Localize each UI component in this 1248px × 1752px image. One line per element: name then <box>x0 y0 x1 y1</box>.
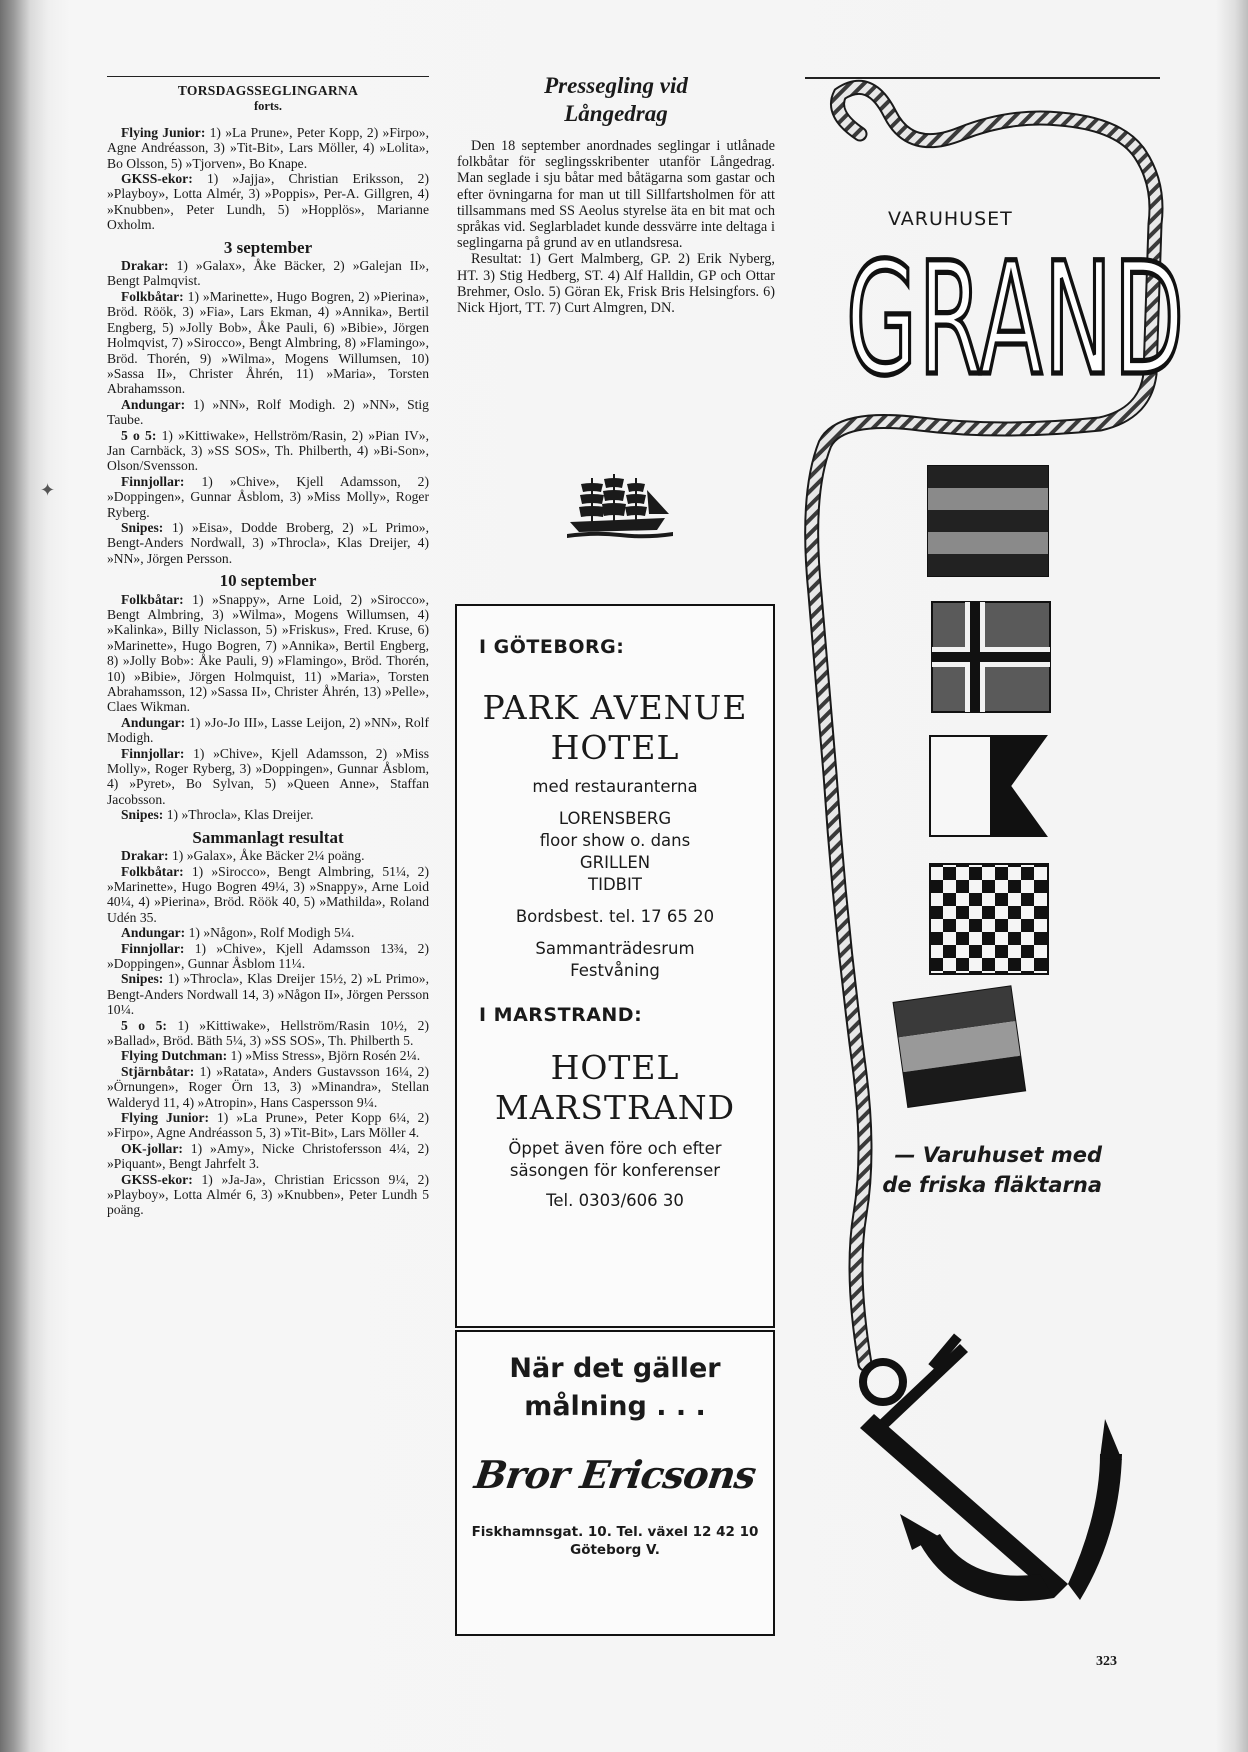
section-heading: Sammanlagt resultat <box>192 827 344 847</box>
class-label: Folkbåtar: <box>121 591 184 607</box>
results-subheading: forts. <box>253 99 283 114</box>
result-entry <box>107 397 429 428</box>
restaurant-lorensberg: LORENSBERG <box>558 809 672 828</box>
hotel1-name-line2: HOTEL <box>550 728 680 767</box>
banquet-hall: Festvåning <box>570 961 660 980</box>
result-entry <box>107 1048 429 1063</box>
column-top-rule <box>107 76 429 77</box>
hotel-advertisement <box>455 604 775 1328</box>
class-label: Drakar: <box>121 848 169 864</box>
marstrand-header: I MARSTRAND: <box>479 1004 643 1026</box>
article <box>457 72 775 316</box>
result-entry <box>107 746 429 808</box>
class-results: 1) »Eisa», Dodde Broberg, 2) »L Primo», Bengt-Anders Nordwall, 3) »Throcla», Klas Dreijer, 4) »NN», Jörgen Persson. <box>107 519 429 566</box>
class-label: Flying Dutchman: <box>121 1048 228 1064</box>
paint-headline-line2: målning . . . <box>524 1391 706 1422</box>
class-label: Andungar: <box>121 396 186 412</box>
class-label: Finnjollar: <box>121 473 185 489</box>
class-results: 1) »La Prune», Peter Kopp 6¼, 2) »Firpo», Agne Andréasson 5, 3) »Tit-Bit», Lars Möller 4. <box>107 1110 429 1141</box>
class-results: 1) »Ratata», Anders Gustavsson 16¼, 2) »Örnungen», Roger Örn 13, 3) »Minandra», Stellan Walderyd 11, 4) »Atropin», Hans Caspersson 9¼. <box>107 1063 429 1110</box>
result-entry <box>107 715 429 746</box>
class-label: Andungar: <box>121 714 186 730</box>
class-results: 1) »Chive», Kjell Adamsson 13¾, 2) »Doppingen», Gunnar Åsblom 11¼. <box>107 940 429 971</box>
page-edge-shadow <box>1216 0 1248 1752</box>
class-label: 5 o 5: <box>121 427 157 443</box>
grand-small-title: VARUHUSET <box>888 208 1013 230</box>
hotel2-name-line2: MARSTRAND <box>494 1088 736 1127</box>
article-paragraph: Den 18 september anordnades seglingar i utlånade folkbåtar för seglingsskribenter utanför Långedrag. Man seglade i sju båtar med båtägarna som gastar och efter övningarna for man ut till Sillfartsholmen för att tillsammans med SS Aeolus styrelse äta en bit mat och språkas vid. Seglarbladet kunde dessvärre inte deltaga i seglingarna på grund av en utlandsresa. <box>457 138 775 252</box>
class-label: Flying Junior: <box>121 124 206 140</box>
result-entry <box>107 864 429 926</box>
result-entry <box>107 807 429 822</box>
class-results: 1) »Galax», Åke Bäcker, 2) »Galejan II», Bengt Palmqvist. <box>107 258 430 289</box>
class-label: Snipes: <box>121 519 164 535</box>
class-label: Folkbåtar: <box>121 863 184 879</box>
class-results: 1) »Marinette», Hugo Bogren, 2) »Pierina», Bröd. Röök, 3) »Fia», Lars Ekman, 4) »Annika», Bertil Engberg, 5) »Jolly Bob», Åke Pauli, 6) »Bibie», Jörgen Holmqvist, 7) »Sirocco», Bengt Almbring, 8) »Flamingo», Bröd. Thorén, 9) »Wilma», Mogens Willumsen, 10) »Sassa II», Christer Åhrén, 11) »Maria», Torsten Abrahamsson. <box>107 288 429 397</box>
hotel1-name-line1: PARK AVENUE <box>482 688 748 727</box>
restaurant-lorensberg-desc: floor show o. dans <box>539 831 691 850</box>
class-results: 1) »Amy», Nicke Christofersson 4¼, 2) »Piquant», Bengt Jahrfelt 3. <box>107 1140 429 1172</box>
class-label: GKSS-ekor: <box>121 171 193 187</box>
open-season-line2: säsongen för konferenser <box>509 1161 721 1180</box>
binding-mark: ✦ <box>40 480 56 500</box>
result-entry <box>107 1064 429 1110</box>
result-entry <box>107 1141 429 1172</box>
signal-flag-icon <box>894 986 1025 1106</box>
class-results: 1) »Kittiwake», Hellström/Rasin, 2) »Pian IV», Jan Carnbäck, 3) »SS SOS», Th. Philberth, 4) »Bi-Son», Olson/Svensson. <box>107 427 429 474</box>
class-results: 1) »Jajja», Christian Eriksson, 2) »Playboy», Lotta Almér, 3) »Poppis», Per-A. Gillgren, 4) »Knubben», Peter Lundh, 5) »Hopplös», Marianne Oxholm. <box>107 171 429 233</box>
paint-brand-logo: Bror Ericsons <box>471 1452 759 1497</box>
result-entry <box>107 1018 429 1049</box>
class-label: Andungar: <box>121 925 186 941</box>
class-label: Snipes: <box>121 971 164 987</box>
result-entry <box>107 592 429 715</box>
article-title-line1: Pressegling vid <box>544 73 688 98</box>
paint-address: Fiskhamnsgat. 10. Tel. växel 12 42 10 <box>471 1524 759 1540</box>
class-label: Finnjollar: <box>121 745 185 761</box>
intro-entries <box>107 125 429 233</box>
grand-tagline-line2: de friska fläktarna <box>882 1173 1102 1197</box>
grand-big-title: GRAND <box>846 229 1186 410</box>
grand-logo <box>846 225 1186 410</box>
section-heading: 10 september <box>219 571 317 591</box>
open-season-line1: Öppet även före och efter <box>508 1139 722 1158</box>
conference-rooms: Sammanträdesrum <box>535 939 695 958</box>
paint-city: Göteborg V. <box>570 1542 660 1558</box>
signal-flag-icon <box>930 864 1048 974</box>
booking-phone: Bordsbest. tel. 17 65 20 <box>515 907 715 926</box>
article-results: Resultat: 1) Gert Malmberg, GP. 2) Erik Nyberg, HT. 3) Stig Hedberg, ST. 4) Alf Halldin, GP och Ottar Brehmer, Oslo. 5) Göran Ek, Frisk Bris Helsingfors. 6) Nick Hjort, TT. 7) Curt Almgren, DN. <box>457 251 775 317</box>
result-entry <box>107 925 429 940</box>
result-entry <box>107 1110 429 1141</box>
class-label: Snipes: <box>121 807 164 823</box>
class-results: 1) »Throcla», Klas Dreijer 15½, 2) »L Primo», Bengt-Anders Nordwall 14, 3) »Någon II», Jörgen Persson 10¼. <box>107 971 429 1018</box>
class-results: 1) »Snappy», Arne Loid, 2) »Sirocco», Bengt Almbring, 3) »Wilma», Mogens Willumsen, 4) »Kalinka», Billy Niclasson, 5) »Friskus», Fred. Kruse, 6) »Marinette», Hugo Bogren, 7) »Annika», Bertil Engberg, 8) »Jolly Bob»: Åke Pauli, 9) »Flamingo», Bröd. Thorén, 10) »Bibie», Jörgen Holmquist, 11) »Maria», Torsten Abrahamsson, 12) »Sassa II», Christer Åhrén, 13) »Pelle», Claes Wikman. <box>107 591 429 715</box>
class-label: 5 o 5: <box>121 1017 167 1033</box>
article-title-line2: Långedrag <box>564 101 668 126</box>
grand-tagline <box>872 1140 1102 1200</box>
result-entry <box>107 125 429 171</box>
marstrand-phone: Tel. 0303/606 30 <box>546 1191 684 1210</box>
class-label: Folkbåtar: <box>121 288 184 304</box>
result-entry <box>107 848 429 863</box>
class-results: 1) »Kittiwake», Hellström/Rasin 10½, 2) »Ballad», Bröd. Bäth 5¼, 3) »SS SOS», Th. Philberth 5. <box>107 1017 430 1048</box>
class-results: 1) »Ja-Ja», Christian Ericsson 9¼, 2) »Playboy», Lotta Almér 6, 3) »Knubben», Peter Lundh 5 poäng. <box>107 1171 429 1218</box>
class-results: 1) »Throcla», Klas Dreijer. <box>166 807 314 823</box>
paint-advertisement <box>455 1330 775 1636</box>
result-entry <box>107 258 429 289</box>
result-entry <box>107 971 429 1017</box>
class-results: 1) »Sirocco», Bengt Almbring, 51¼, 2) »Marinette», Hugo Bogren 49¼, 3) »Snappy», Arne Loid 40¼, 4) »Pierina», Bröd. Röök 40, 5) »Mathilda», Roland Udén 35. <box>107 863 429 925</box>
ad-top-rule <box>805 77 1160 79</box>
grand-tagline-line1: — Varuhuset med <box>894 1143 1102 1167</box>
class-label: Finnjollar: <box>121 940 185 956</box>
restaurants-intro: med restauranterna <box>532 777 698 796</box>
hotel2-name-line1: HOTEL <box>550 1048 680 1087</box>
class-label: Drakar: <box>121 258 169 274</box>
restaurant-grillen: GRILLEN <box>579 853 651 872</box>
result-entry <box>107 171 429 233</box>
signal-flag-icon <box>928 466 1048 576</box>
class-results: 1) »Jo-Jo III», Lasse Leijon, 2) »NN», Rolf Modigh. <box>107 714 429 746</box>
result-entry <box>107 289 429 397</box>
result-entry <box>107 1172 429 1218</box>
result-entry <box>107 428 429 474</box>
class-results: 1) »Chive», Kjell Adamsson, 2) »Doppingen», Gunnar Åsblom, 3) »Miss Molly», Roger Ryberg. <box>107 473 429 520</box>
class-results: 1) »NN», Rolf Modigh. 2) »NN», Stig Taube. <box>107 396 429 428</box>
class-label: Stjärnbåtar: <box>121 1063 195 1079</box>
signal-flag-icon <box>930 736 1046 836</box>
result-entry <box>107 520 429 566</box>
class-results: 1) »Chive», Kjell Adamsson, 2) »Miss Molly», Roger Ryberg, 3) »Doppingen», Gunnar Åsblom, 4) »Pyret», Bo Sylvan, 5) »Queen Anne», Staffan Jacobsson. <box>107 745 429 807</box>
result-entry <box>107 474 429 520</box>
class-label: Flying Junior: <box>121 1110 210 1125</box>
class-results: 1) »Galax», Åke Bäcker 2¼ poäng. <box>171 848 365 864</box>
result-entry <box>107 941 429 972</box>
result-sections <box>107 237 430 1218</box>
class-results: 1) »Miss Stress», Björn Rosén 2¼. <box>230 1048 421 1064</box>
goteborg-header: I GÖTEBORG: <box>479 636 625 658</box>
class-label: GKSS-ekor: <box>121 1171 193 1187</box>
sailing-ship-icon <box>565 470 675 540</box>
paint-headline-line1: När det gäller <box>509 1353 721 1384</box>
class-label: OK-jollar: <box>121 1140 183 1156</box>
page-number: 323 <box>1096 1654 1117 1669</box>
section-heading: 3 september <box>223 237 313 257</box>
results-column <box>107 76 429 1218</box>
restaurant-tidbit: TIDBIT <box>588 875 642 894</box>
results-heading: TORSDAGSSEGLINGARNA <box>177 83 359 98</box>
class-results: 1) »La Prune», Peter Kopp, 2) »Firpo», Agne Andréasson, 3) »Tit-Bit», Lars Möller, 4) »Lolita», Bo Olsson, 5) »Tjorven», Bo Knape. <box>107 124 429 171</box>
anchor-icon <box>860 1333 1122 1601</box>
signal-flag-icon <box>932 602 1050 712</box>
class-results: 1) »Någon», Rolf Modigh 5¼. <box>188 925 355 941</box>
